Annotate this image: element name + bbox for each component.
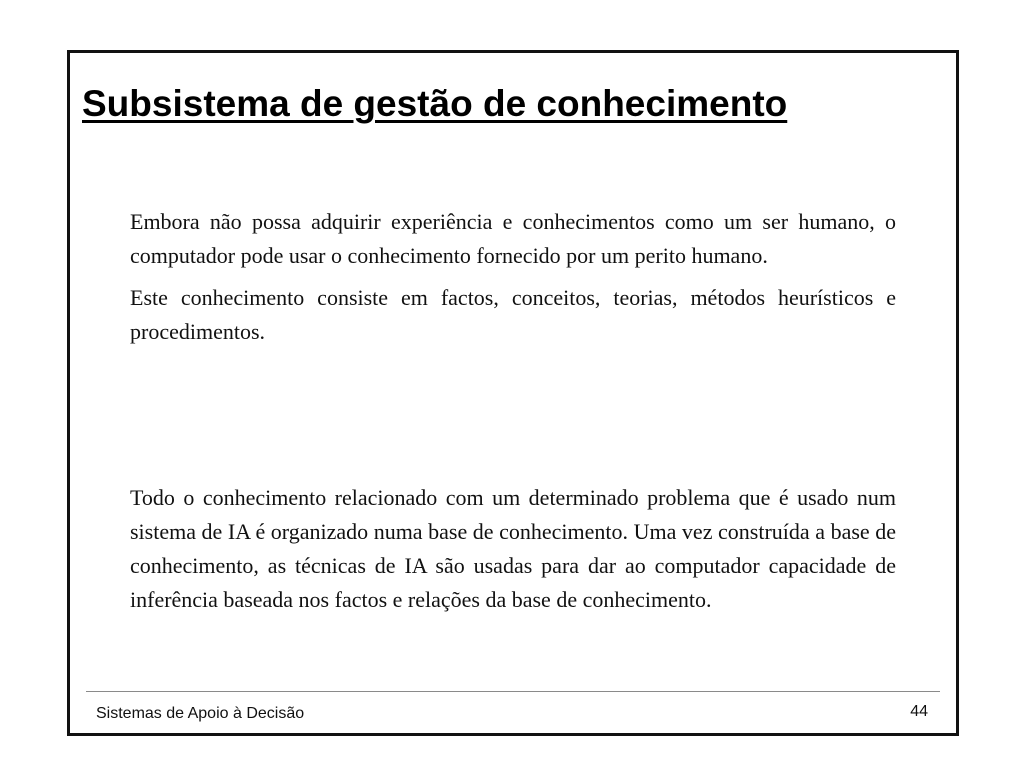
- page-number: 44: [910, 703, 928, 720]
- footer-divider: [86, 691, 940, 692]
- paragraph: Todo o conhecimento relacionado com um determinado problema que é usado num sistema de IA é organizado numa base de conhecimento. Uma vez construída a base de conhecimento, as técnicas de IA são usadas para dar ao computador capacidade de inferência baseada nos factos e relações da base de conhecimento.: [130, 485, 896, 612]
- paragraph: Embora não possa adquirir experiência e conhecimentos como um ser humano, o computador pode usar o conhecimento fornecido por um perito humano.: [130, 209, 896, 268]
- slide-body: [130, 205, 896, 612]
- slide-title: Subsistema de gestão de conhecimento: [82, 83, 788, 124]
- slide-frame: [67, 50, 959, 736]
- paragraph: Este conhecimento consiste em factos, conceitos, teorias, métodos heurísticos e procedimentos.: [130, 285, 896, 344]
- footer-course-label: Sistemas de Apoio à Decisão: [96, 705, 305, 722]
